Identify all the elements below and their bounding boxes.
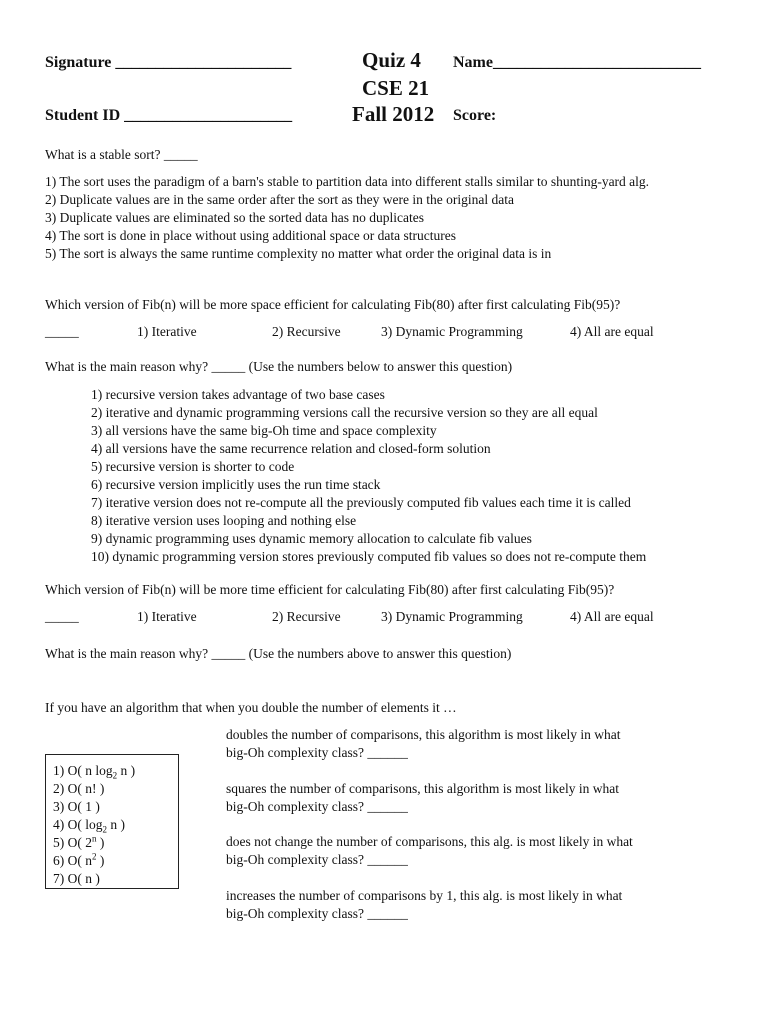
list-item: 8) iterative version uses looping and nothing else xyxy=(91,513,357,528)
stable-sort-options xyxy=(45,173,649,263)
list-item: 2) Duplicate values are in the same order after the sort as they were in the original data xyxy=(45,192,514,207)
answer-blank[interactable]: big-Oh complexity class? ______ xyxy=(226,906,408,921)
list-item: 10) dynamic programming version stores previously computed fib values so does not re-compute them xyxy=(91,549,647,564)
answer-blank[interactable]: _____ xyxy=(45,609,79,624)
signature-field[interactable]: Signature ______________________ xyxy=(45,54,292,71)
answer-blank[interactable]: big-Oh complexity class? ______ xyxy=(226,799,408,814)
list-item: 5) The sort is always the same runtime complexity no matter what order the original data is in xyxy=(45,246,552,261)
list-item: 5) O( 2$^n$ ) xyxy=(53,833,105,850)
list-item: 1) recursive version takes advantage of two base cases xyxy=(91,387,385,402)
question-main-reason-2: What is the main reason why? _____ (Use the numbers above to answer this question) xyxy=(45,646,512,661)
complexity-class-list xyxy=(53,762,135,888)
list-item: 2) O( n! ) xyxy=(53,781,105,796)
part-squares: squares the number of comparisons, this algorithm is most likely in what big-Oh complexity class? ______ xyxy=(226,781,619,814)
list-item: 3) all versions have the same big-Oh time and space complexity xyxy=(91,423,437,438)
question-doubling: If you have an algorithm that when you double the number of elements it … xyxy=(45,700,457,715)
answer-blank[interactable]: big-Oh complexity class? ______ xyxy=(226,852,408,867)
list-item: 6) recursive version implicitly uses the run time stack xyxy=(91,477,381,492)
answer-blank[interactable]: _____ xyxy=(45,324,79,339)
list-item: 1) O( n $\log_2 n$ ) xyxy=(53,763,136,781)
list-item: 1) The sort uses the paradigm of a barn's stable to partition data into different stalls similar to shunting-yard alg. xyxy=(45,174,650,189)
question-main-reason: What is the main reason why? _____ (Use the numbers below to answer this question) xyxy=(45,359,513,374)
list-item: 9) dynamic programming uses dynamic memory allocation to calculate fib values xyxy=(91,531,532,546)
choice-recursive: 2) Recursive xyxy=(272,609,341,624)
choice-all-equal: 4) All are equal xyxy=(570,609,654,624)
name-field[interactable]: Name__________________________ xyxy=(453,54,701,71)
choice-iterative: 1) Iterative xyxy=(137,609,197,624)
list-item: 4) O( $\log_2 n$ ) xyxy=(53,817,125,835)
term-title: Fall 2012 xyxy=(352,102,435,126)
question-space-efficient: Which version of Fib(n) will be more space efficient for calculating Fib(80) after first calculating Fib(95)? xyxy=(45,297,621,312)
answer-blank[interactable]: big-Oh complexity class? ______ xyxy=(226,745,408,760)
part-doubles: doubles the number of comparisons, this algorithm is most likely in what big-Oh complexity class? ______ xyxy=(226,727,621,760)
choice-dynamic-programming: 3) Dynamic Programming xyxy=(381,324,523,339)
list-item: 4) all versions have the same recurrence relation and closed-form solution xyxy=(91,441,491,456)
quiz-title: Quiz 4 xyxy=(362,48,421,72)
part-no-change: does not change the number of comparisons, this alg. is most likely in what big-Oh complexity class? ______ xyxy=(226,834,633,867)
list-item: 7) iterative version does not re-compute all the previously computed fib values each time it is called xyxy=(91,495,631,510)
choice-recursive: 2) Recursive xyxy=(272,324,341,339)
student-id-field[interactable]: Student ID _____________________ xyxy=(45,107,293,124)
question-time-efficient: Which version of Fib(n) will be more time efficient for calculating Fib(80) after first calculating Fib(95)? xyxy=(45,582,615,597)
question-stable-sort: What is a stable sort? _____ xyxy=(45,147,198,162)
score-label: Score: xyxy=(453,107,497,124)
list-item: 2) iterative and dynamic programming versions call the recursive version so they are all equal xyxy=(91,405,598,420)
course-title: CSE 21 xyxy=(362,76,430,100)
reason-list xyxy=(91,386,646,566)
list-item: 3) Duplicate values are eliminated so the sorted data has no duplicates xyxy=(45,210,424,225)
choice-dynamic-programming: 3) Dynamic Programming xyxy=(381,609,523,624)
list-item: 3) O( 1 ) xyxy=(53,799,100,814)
list-item: 4) The sort is done in place without using additional space or data structures xyxy=(45,228,457,243)
list-item: 6) O( $n^2$ ) xyxy=(53,851,105,868)
choice-iterative: 1) Iterative xyxy=(137,324,197,339)
list-item: 7) O( n ) xyxy=(53,871,100,886)
list-item: 5) recursive version is shorter to code xyxy=(91,459,295,474)
choice-all-equal: 4) All are equal xyxy=(570,324,654,339)
part-increase-by-one: increases the number of comparisons by 1, this alg. is most likely in what big-Oh complexity class? ______ xyxy=(226,888,623,921)
